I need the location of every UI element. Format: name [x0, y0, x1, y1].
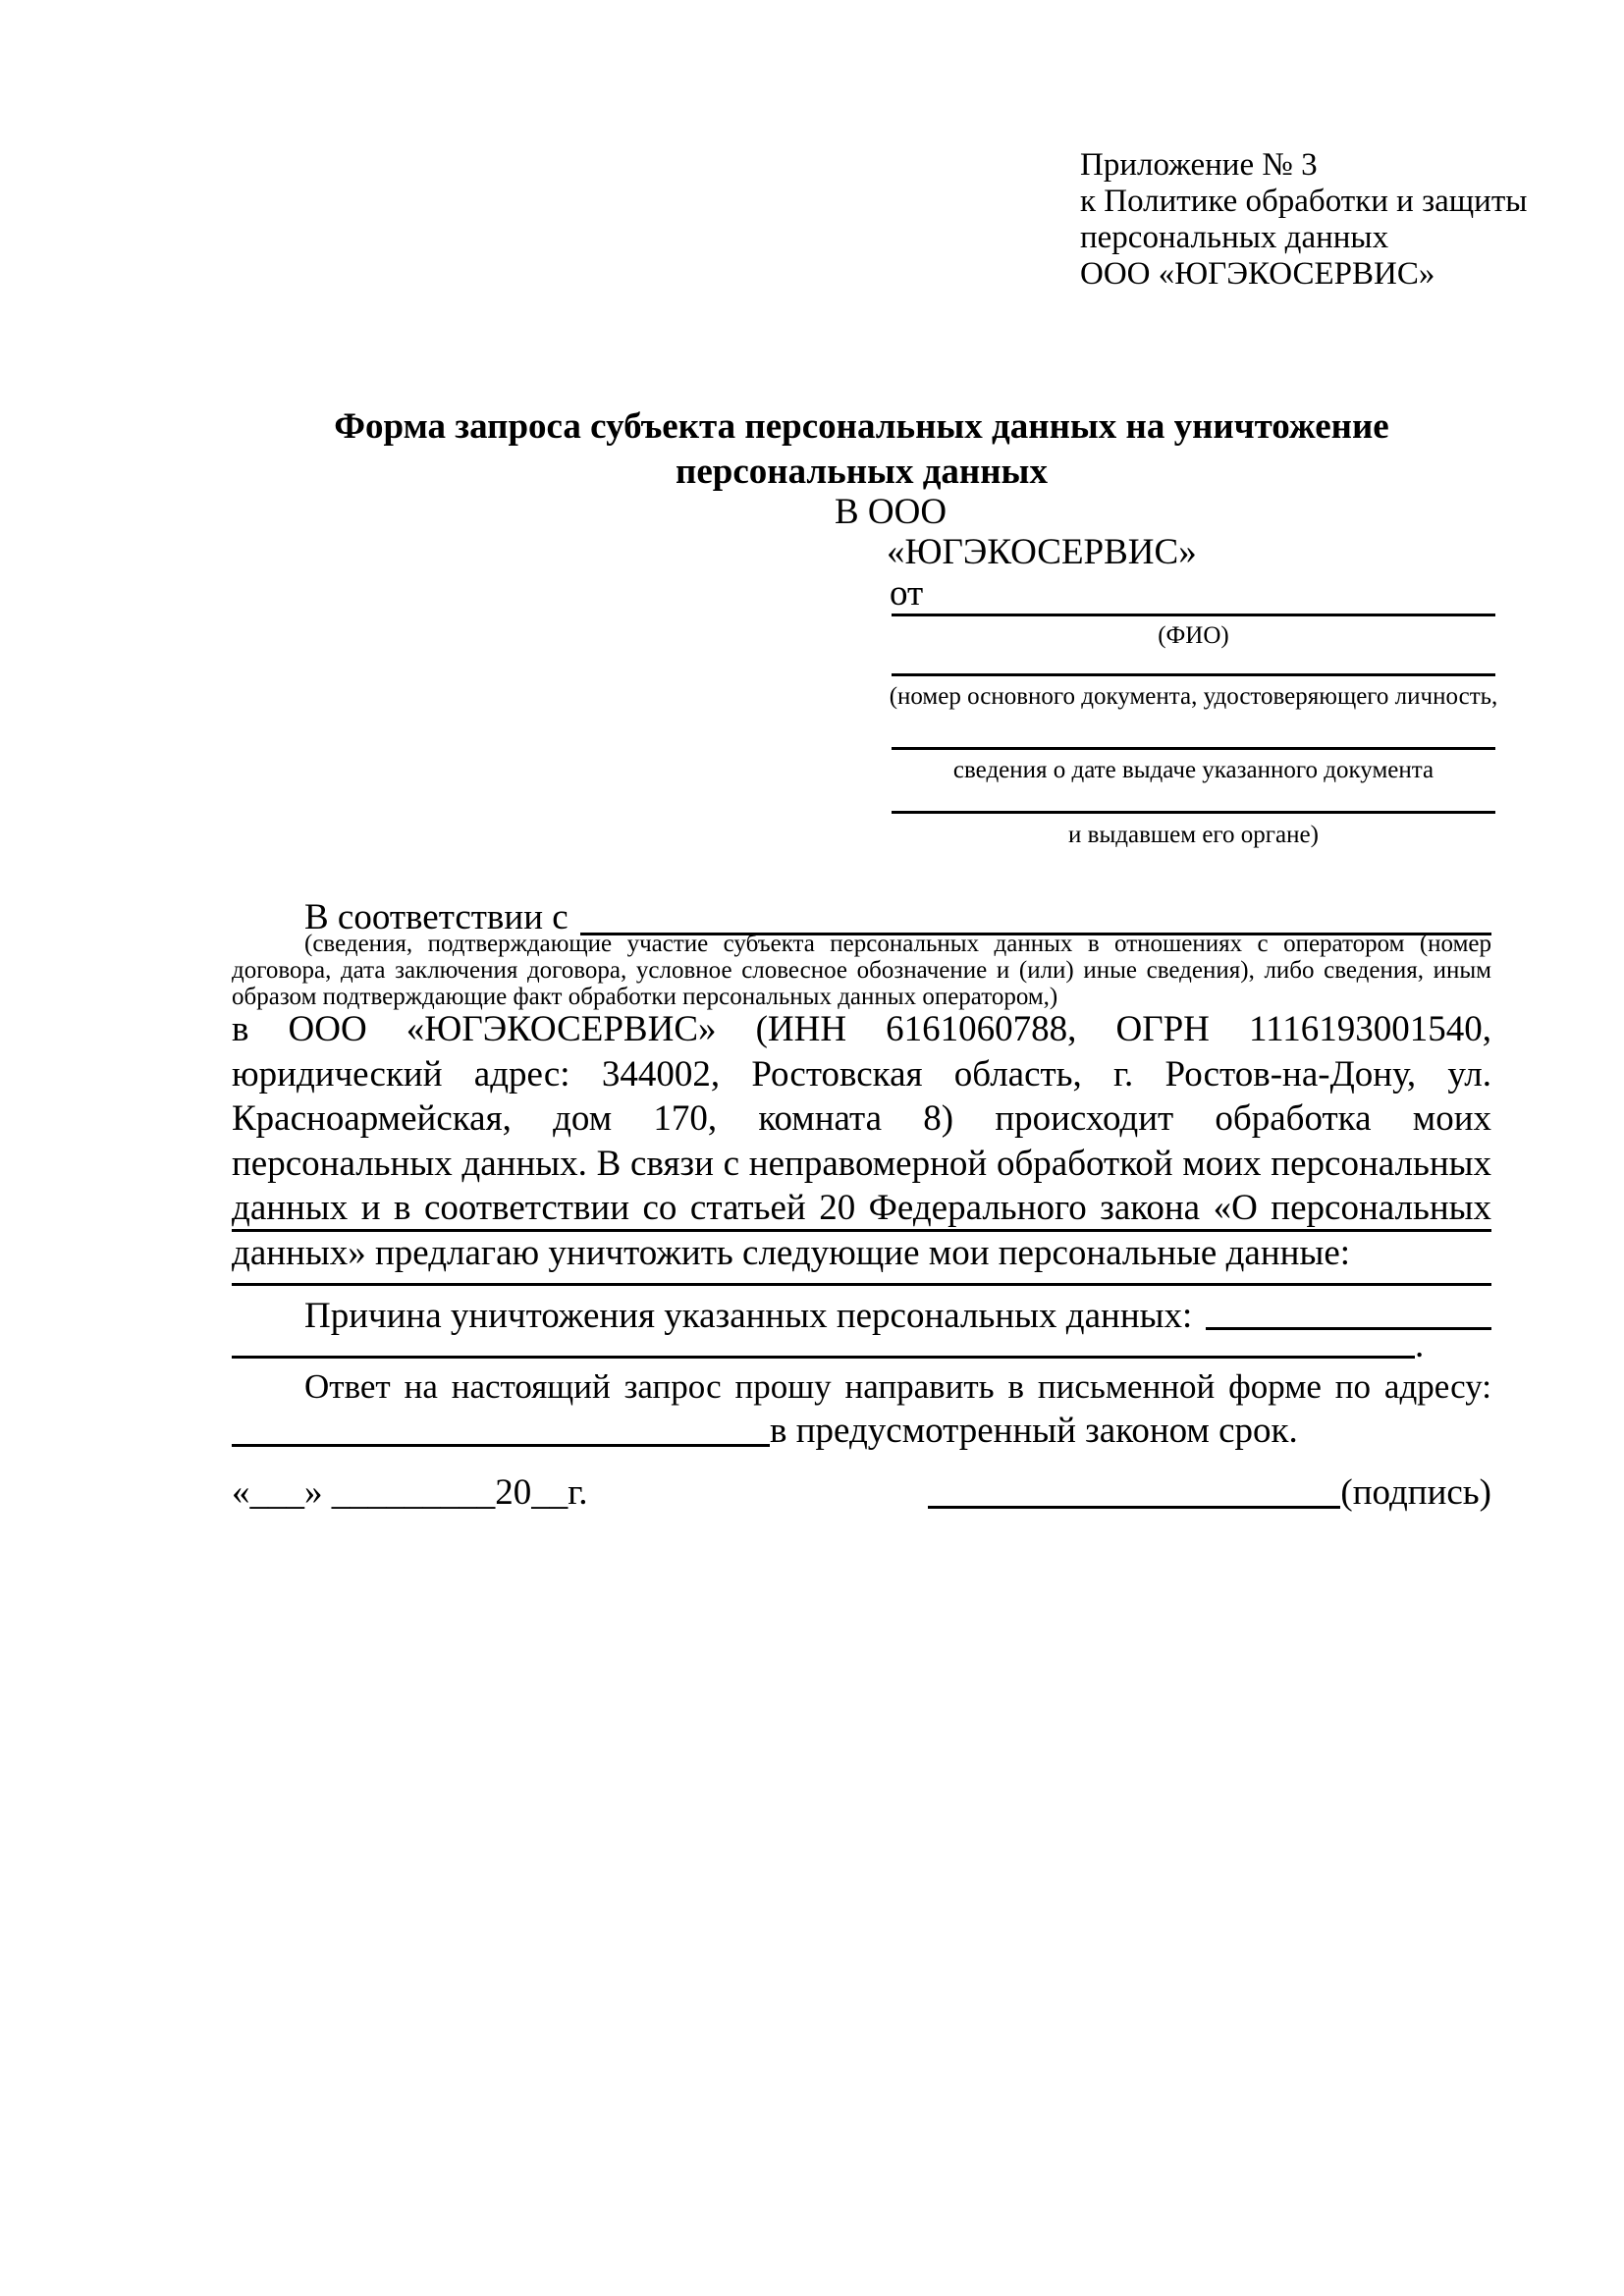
document-title: [232, 404, 1491, 495]
accordance-footnote: (сведения, подтверждающие участие субъекта персональных данных в отношениях с оператором (номер договора, дата заключения договора, условное словесное обозначение и (или) иные сведения), либо сведения, иным образом подтверждающие факт обработки персональных данных оператором,): [232, 931, 1491, 1010]
issuing-authority-caption: и выдавшем его органе): [1068, 822, 1319, 848]
appendix-line: ООО «ЮГЭКОСЕРВИС»: [1080, 256, 1435, 292]
data-blank-line-2: [232, 1283, 1491, 1286]
fio-caption: (ФИО): [1158, 622, 1229, 649]
reason-label: Причина уничтожения указанных персональных данных:: [304, 1296, 1193, 1336]
addressee-from-label: от: [890, 573, 924, 614]
fio-blank-line: [892, 614, 1495, 616]
reason-blank-line-2: [232, 1323, 1415, 1359]
appendix-line: персональных данных: [1080, 220, 1389, 255]
signature-group: [928, 1470, 1491, 1515]
document-title-line: Форма запроса субъекта персональных данных на уничтожение: [334, 406, 1389, 447]
response-tail-row: [232, 1409, 1491, 1453]
response-request: Ответ на настоящий запрос прошу направить в письменной форме по адресу:: [304, 1367, 1491, 1406]
document-number-blank-line: [892, 673, 1495, 676]
document-title-line: персональных данных: [676, 452, 1048, 492]
signature-blank-line: [928, 1470, 1340, 1509]
main-paragraph: в ООО «ЮГЭКОСЕРВИС» (ИНН 6161060788, ОГРН 1116193001540, юридический адрес: 344002, Ростовская область, г. Ростов-на-Дону, ул. Красноармейская, дом 170, комната 8) происходит обработка моих персональных данных. В связи с неправомерной обработкой моих персональных данных и в соответствии со статьей 20 Федерального закона «О персональных данных» предлагаю уничтожить следующие мои персональные данные:: [232, 1009, 1491, 1273]
accordance-label: В соответствии с: [304, 897, 568, 937]
signature-caption: (подпись): [1340, 1472, 1491, 1513]
reason-blank-line-2-row: [232, 1323, 1491, 1367]
accordance-blank-line: [580, 895, 1491, 935]
date-blank: «___» _________20__г.: [232, 1472, 588, 1513]
signing-row: [232, 1470, 1491, 1515]
address-blank-line: [232, 1409, 770, 1447]
appendix-note: [1080, 147, 1527, 293]
issue-date-blank-line: [892, 747, 1495, 750]
data-blank-line-1: [232, 1229, 1491, 1232]
addressee-to-org: В ООО: [835, 492, 947, 532]
appendix-line: Приложение № 3: [1080, 147, 1318, 183]
document-number-caption: (номер основного документа, удостоверяющего личность,: [889, 683, 1498, 710]
issue-date-caption: сведения о дате выдаче указанного документа: [952, 757, 1435, 783]
response-tail: в предусмотренный законом срок.: [770, 1411, 1298, 1451]
appendix-line: к Политике обработки и защиты: [1080, 184, 1528, 219]
issuing-authority-blank-line: [892, 811, 1495, 814]
reason-line-period: .: [1415, 1325, 1425, 1365]
addressee-org-name: «ЮГЭКОСЕРВИС»: [887, 532, 1197, 572]
